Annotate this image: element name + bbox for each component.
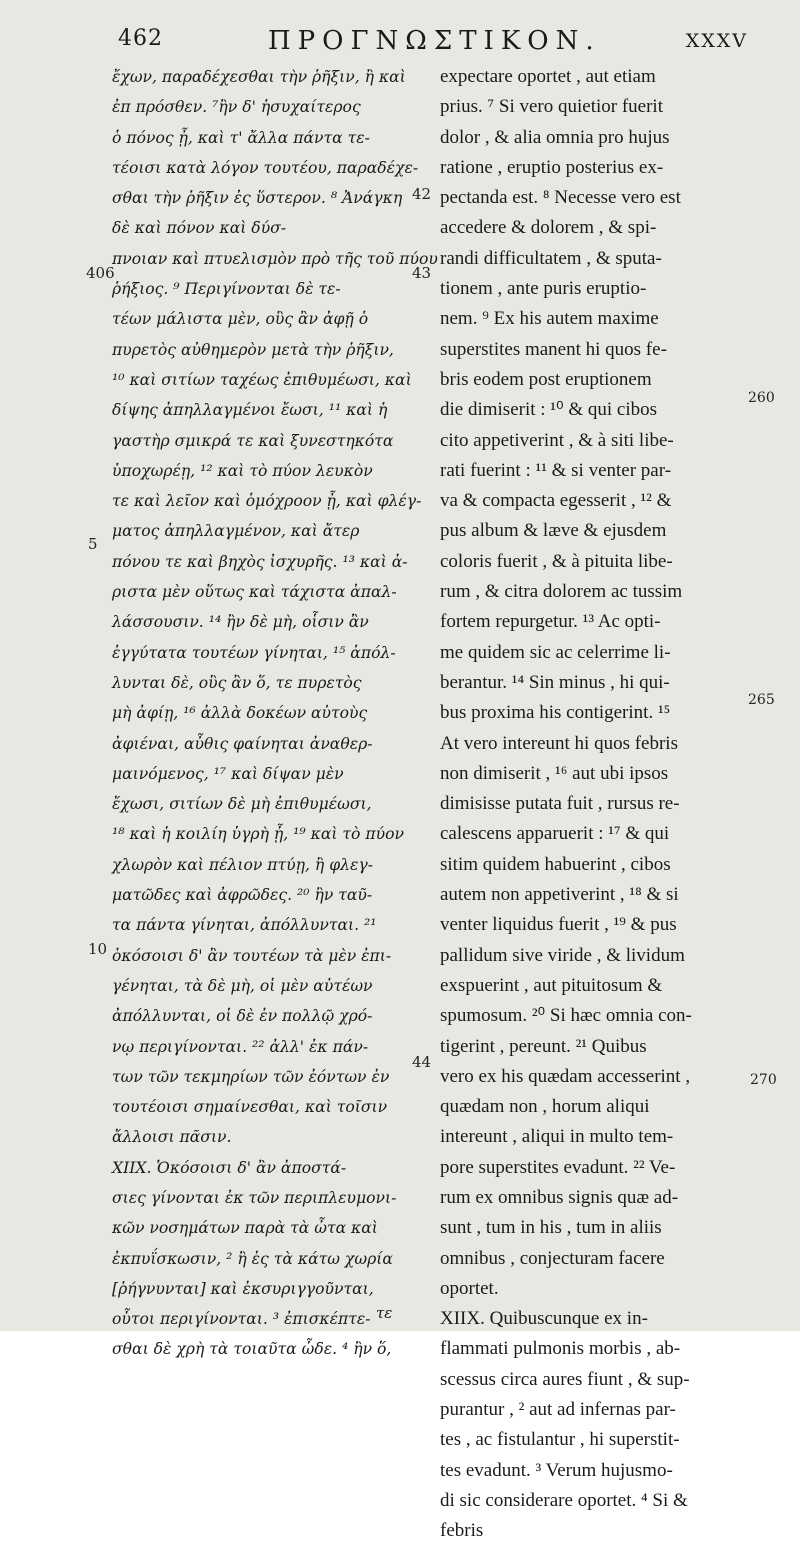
margin-line-number-270: 270 [750,1072,777,1088]
latin-text-line: fortem repurgetur. ¹³ Ac opti- [440,611,661,633]
latin-text-line: non dimiserit , ¹⁶ aut ubi ipsos [440,762,669,784]
margin-line-number-265: 265 [748,692,775,708]
greek-text-line: μαινόμενος, ¹⁷ καὶ δίψαν μὲν [112,764,344,783]
latin-text-line: tionem , ante puris eruptio- [440,278,647,300]
margin-line-number-406: 406 [86,264,115,282]
greek-text-line: σθαι τὴν ῥῆξιν ἐς ὕστερον. ⁸ Ἀνάγκη [112,189,403,208]
latin-text-line: autem non appetiverint , ¹⁸ & si [440,884,679,906]
greek-text-line: οὗτοι περιγίνονται. ³ ἐπισκέπτε- [112,1310,371,1329]
latin-text-line: flammati pulmonis morbis , ab- [440,1338,681,1360]
greek-text-line: νῳ περιγίνονται. ²² ἀλλ' ἐκ πάν- [112,1037,369,1056]
latin-text-line: prius. ⁷ Si vero quietior fuerit [440,96,663,118]
latin-text-line: dolor , & alia omnia pro hujus [440,126,670,148]
greek-text-line: μὴ ἀφίῃ, ¹⁶ ἀλλὰ δοκέων αὐτοὺς [112,704,368,723]
greek-text-line: ¹⁰ καὶ σιτίων ταχέως ἐπιθυμέωσι, καὶ [112,370,412,389]
latin-text-line: calescens apparuerit : ¹⁷ & qui [440,823,670,845]
latin-text-line: sitim quidem habuerint , cibos [440,853,671,875]
latin-text-line: pectanda est. ⁸ Necesse vero est [440,187,681,209]
greek-text-line: ριστα μὲν οὕτως καὶ τάχιστα ἀπαλ- [112,583,397,602]
latin-text-line: febris [440,1520,484,1542]
greek-text-line: ἐγγύτατα τουτέων γίνηται, ¹⁵ ἀπόλ- [112,643,396,662]
greek-text-line: πνοιαν καὶ πτυελισμὸν πρὸ τῆς τοῦ πύου [112,249,438,268]
latin-text-line: berantur. ¹⁴ Sin minus , hi qui- [440,671,670,693]
greek-text-line: τέων μάλιστα μὲν, οὓς ἂν ἀφῇ ὁ [112,310,369,329]
greek-text-line: γένηται, τὰ δὲ μὴ, οἱ μὲν αὐτέων [112,976,373,995]
greek-text-line: ἔχωσι, σιτίων δὲ μὴ ἐπιθυμέωσι, [112,795,372,814]
latin-text-line: vero ex his quædam accesserint , [440,1065,691,1087]
latin-text-line: dimisisse putata fuit , rursus re- [440,793,680,815]
greek-text-line: ¹⁸ καὶ ἡ κοιλίη ὑγρὴ ᾖ, ¹⁹ καὶ τὸ πύον [112,825,404,844]
margin-section-43: 43 [412,264,432,282]
latin-text-line: accedere & dolorem , & spi- [440,217,657,239]
greek-text-column [112,62,438,1365]
latin-text-line: scessus circa aures fiunt , & sup- [440,1368,690,1390]
greek-text-line: XIIX. Ὁκόσοισι δ' ἂν ἀποστά- [112,1158,347,1177]
margin-section-44: 44 [412,1053,432,1071]
latin-text-line: va & compacta egesserit , ¹² & [440,490,672,512]
latin-text-line: venter liquidus fuerit , ¹⁹ & pus [440,914,677,936]
greek-text-line: τε καὶ λεῖον καὶ ὁμόχροον ᾖ, καὶ φλέγ- [112,492,422,511]
greek-text-line: πυρετὸς αὐθημερὸν μετὰ τὴν ῥῆξιν, [112,340,394,359]
latin-text-line: bris eodem post eruptionem [440,368,652,390]
greek-text-line: ματος ἀπηλλαγμένον, καὶ ἄτερ [112,522,360,541]
greek-text-line: ἐπ πρόσθεν. ⁷ἢν δ' ἡσυχαίτερος [112,98,361,117]
latin-text-line: tes , ac fistulantur , hi superstit- [440,1429,680,1451]
margin-section-42: 42 [412,185,432,203]
greek-text-line: ἔχων, παραδέχεσθαι τὴν ῥῆξιν, ἢ καὶ [112,68,406,86]
greek-text-line: ὁ πόνος ᾖ, καὶ τ' ἄλλα πάντα τε- [112,128,370,147]
greek-text-line: ὁκόσοισι δ' ἂν τουτέων τὰ μὲν ἐπι- [112,946,392,965]
latin-text-line: sunt , tum in his , tum in aliis [440,1217,662,1239]
greek-text-line: κῶν νοσημάτων παρὰ τὰ ὦτα καὶ [112,1219,378,1238]
latin-text-line: tigerint , pereunt. ²¹ Quibus [440,1035,647,1057]
greek-text-line: ματῶδες καὶ ἀφρῶδες. ²⁰ ἢν ταῦ- [112,886,373,905]
section-number: XXXV [685,30,748,52]
greek-text-line: δὲ καὶ πόνον καὶ δύσ- [112,219,287,238]
latin-text-line: me quidem sic ac celerrime li- [440,641,671,663]
greek-text-line: χλωρὸν καὶ πέλιον πτύῃ, ἢ φλεγ- [112,855,373,874]
greek-text-line: ἀπόλλυνται, οἱ δὲ ἐν πολλῷ χρό- [112,1007,373,1026]
page-number: 462 [118,26,163,51]
margin-line-number-260: 260 [748,390,775,406]
margin-line-number-10: 10 [88,940,108,958]
greek-text-line: ῥήξιος. ⁹ Περιγίνονται δὲ τε- [112,280,341,299]
greek-text-line: τέοισι κατὰ λόγον τουτέου, παραδέχε- [112,158,419,177]
latin-text-line: pus album & læve & ejusdem [440,520,667,542]
greek-text-line: ὑποχωρέῃ, ¹² καὶ τὸ πύον λευκὸν [112,461,373,480]
latin-text-line: nem. ⁹ Ex his autem maxime [440,308,659,330]
latin-text-line: rum ex omnibus signis quæ ad- [440,1186,679,1208]
greek-text-line: ἄλλοισι πᾶσιν. [112,1128,232,1147]
running-title: ΠΡΟΓΝΩΣΤΙΚΟΝ. [268,26,601,56]
latin-text-line: exspuerint , aut pituitosum & [440,974,663,996]
latin-text-line: XIIX. Quibuscunque ex in- [440,1308,648,1330]
latin-text-line: oportet. [440,1277,499,1299]
latin-text-line: die dimiserit : ¹⁰ & qui cibos [440,399,658,421]
latin-text-line: purantur , ² aut ad infernas par- [440,1399,676,1421]
greek-text-line: δίψης ἀπηλλαγμένοι ἔωσι, ¹¹ καὶ ἡ [112,401,388,420]
latin-text-line: expectare oportet , aut etiam [440,66,656,87]
latin-text-line: tes evadunt. ³ Verum hujusmo- [440,1459,673,1481]
latin-text-line: At vero intereunt hi quos febris [440,732,678,754]
latin-text-line: spumosum. ²⁰ Si hæc omnia con- [440,1005,692,1027]
margin-line-number-5: 5 [88,535,98,553]
greek-text-line: λυνται δὲ, οὓς ἂν ὅ, τε πυρετὸς [112,673,362,692]
latin-text-line: rati fuerint : ¹¹ & si venter par- [440,459,672,481]
greek-text-line: τα πάντα γίνηται, ἀπόλλυνται. ²¹ [112,916,377,935]
greek-text-line: πόνου τε καὶ βηχὸς ἰσχυρῆς. ¹³ καὶ ἀ- [112,552,408,571]
latin-text-line: randi difficultatem , & sputa- [440,247,662,269]
greek-text-line: ἀφιέναι, αὖθις φαίνηται ἀναθερ- [112,734,373,753]
latin-text-line: bus proxima his contigerint. ¹⁵ [440,702,671,724]
latin-text-line: rum , & citra dolorem ac tussim [440,581,683,603]
latin-text-line: omnibus , conjecturam facere [440,1247,665,1269]
latin-text-line: pore superstites evadunt. ²² Ve- [440,1156,676,1178]
latin-text-line: ratione , eruptio posterius ex- [440,156,664,178]
greek-text-line: των τῶν τεκμηρίων τῶν ἐόντων ἐν [112,1067,390,1086]
latin-text-column [440,62,752,1547]
greek-text-line: [ῥήγνυνται] καὶ ἐκσυριγγοῦνται, [112,1279,374,1298]
latin-text-line: cito appetiverint , & à siti libe- [440,429,674,451]
latin-text-line: di sic considerare oportet. ⁴ Si & [440,1489,688,1511]
catchword: τε [376,1304,393,1322]
latin-text-line: intereunt , aliqui in multo tem- [440,1126,674,1148]
greek-text-line: τουτέοισι σημαίνεσθαι, καὶ τοῖσιν [112,1098,388,1117]
greek-text-line: σιες γίνονται ἐκ τῶν περιπλευμονι- [112,1188,397,1207]
greek-text-line: γαστὴρ σμικρά τε καὶ ξυνεστηκότα [112,431,394,450]
greek-text-line: ἐκπυΐσκωσιν, ² ἢ ἐς τὰ κάτω χωρία [112,1249,393,1268]
latin-text-line: coloris fuerit , & à pituita libe- [440,550,673,572]
greek-text-line: λάσσουσιν. ¹⁴ ἢν δὲ μὴ, οἷσιν ἂν [112,613,369,632]
greek-text-line: σθαι δὲ χρὴ τὰ τοιαῦτα ὧδε. ⁴ ἢν ὅ, [112,1340,392,1359]
latin-text-line: pallidum sive viride , & lividum [440,944,685,966]
latin-text-line: superstites manent hi quos fe- [440,338,667,360]
latin-text-line: quædam non , horum aliqui [440,1096,650,1118]
